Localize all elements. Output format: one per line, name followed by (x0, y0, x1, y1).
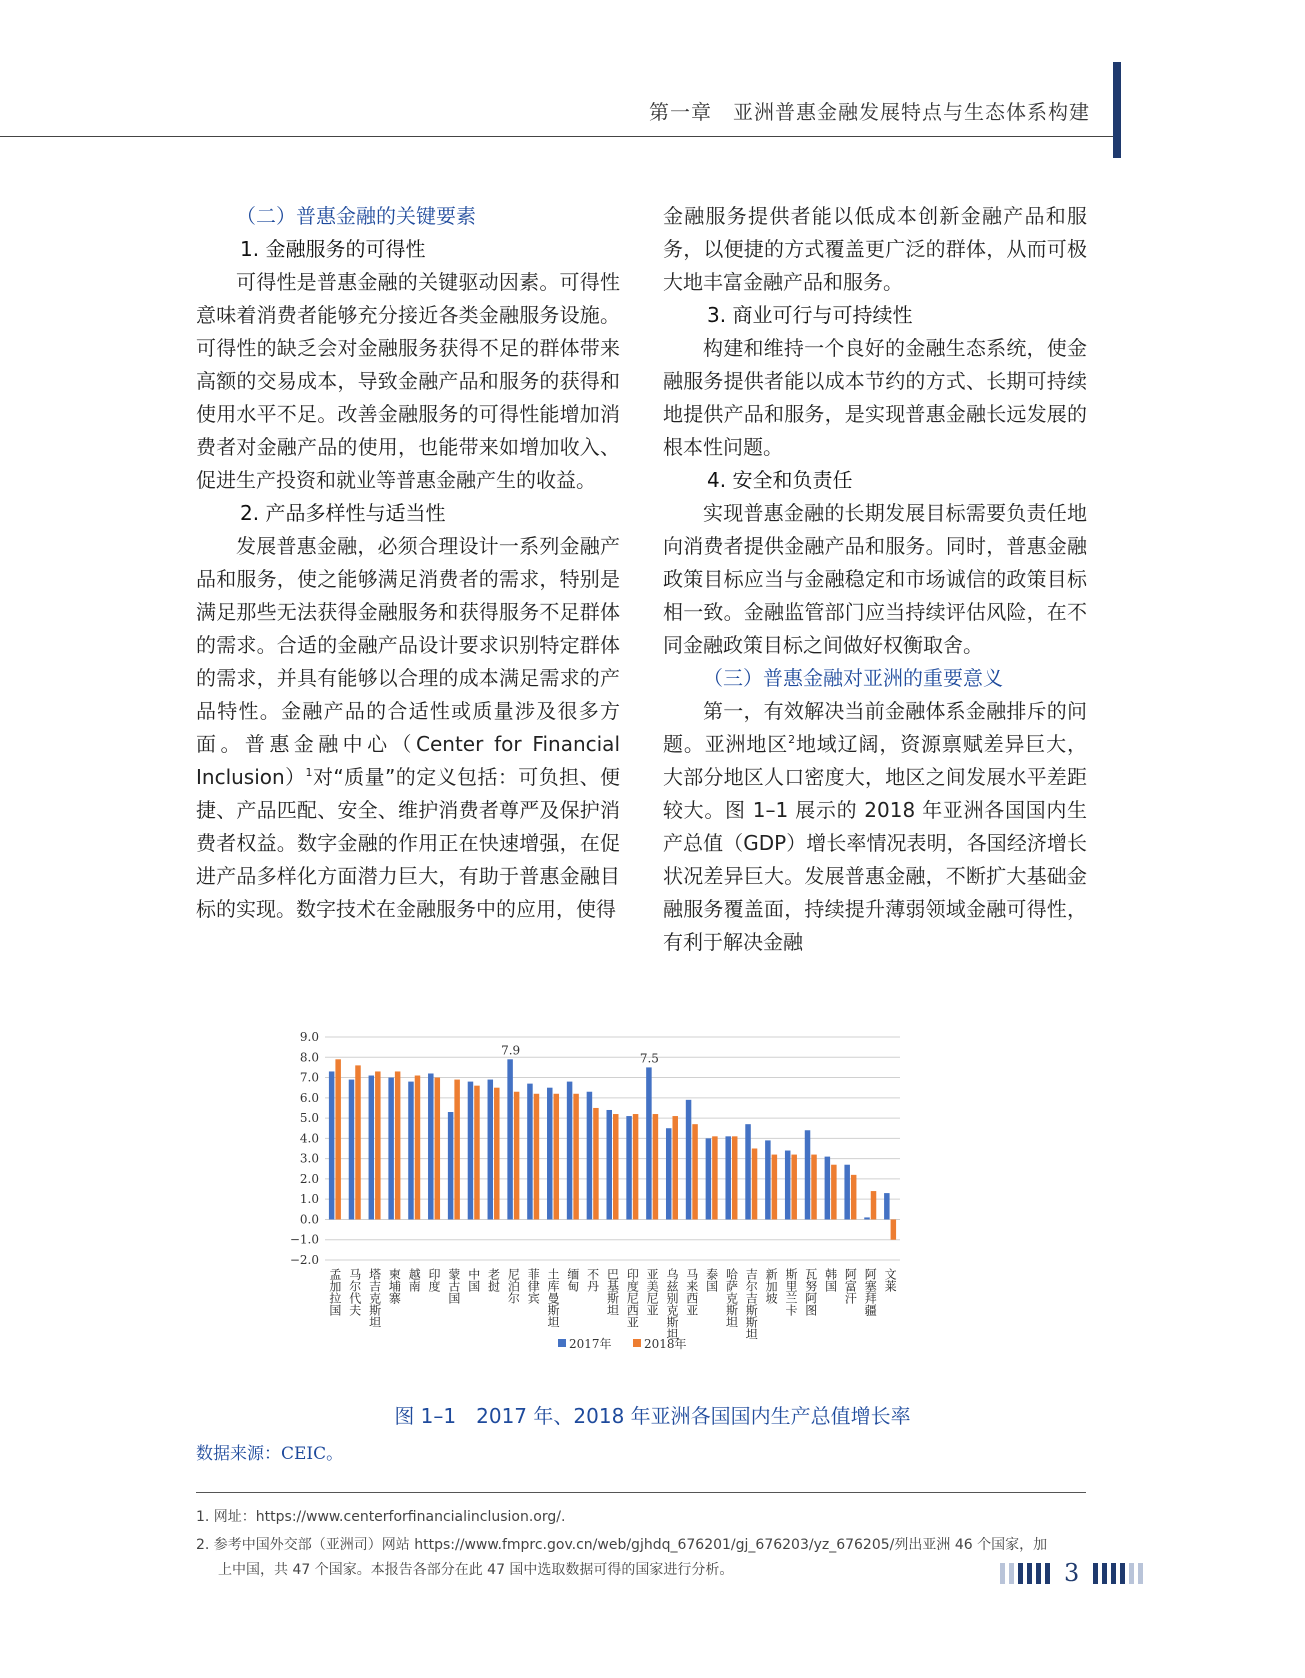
x-category-label: 孟加拉国 (327, 1268, 342, 1316)
bar-2017 (844, 1165, 850, 1220)
x-category-label: 吉尔吉斯斯坦 (744, 1268, 759, 1340)
subheading-product-diversity: 2. 产品多样性与适当性 (240, 501, 446, 525)
bar-2018 (891, 1219, 897, 1239)
legend-label: 2017年 (569, 1337, 612, 1351)
paragraph-product-diversity-part1: 发展普惠金融，必须合理设计一系列金融产品和服务，使之能够满足消费者的需求，特别是满足那些无法获得金融服务和获得服务不足群体的需求。合适的金融产品设计要求识别特定群体的需求，并具有能够以合理的成本满足需求的产品特性。金融产品的合适性或质量涉及很多方面。普惠金融中心（Center for Financial Inclusion） (196, 534, 620, 789)
bar-2018 (593, 1108, 599, 1220)
bar-2018 (732, 1136, 738, 1219)
footnote-rule (196, 1492, 1086, 1493)
bar-2018 (474, 1086, 480, 1220)
x-category-label: 蒙古国 (446, 1268, 461, 1304)
bar-2017 (686, 1100, 692, 1220)
x-category-label: 不丹 (585, 1268, 600, 1292)
x-category-label: 马尔代夫 (347, 1268, 362, 1316)
bar-2017 (448, 1112, 454, 1219)
bar-2017 (805, 1130, 811, 1219)
bar-2018 (335, 1059, 341, 1219)
paragraph-continued: 金融服务提供者能以低成本创新金融产品和服务，以便捷的方式覆盖更广泛的群体，从而可极大地丰富金融产品和服务。 (663, 204, 1087, 294)
footnote-ref-2: 2 (788, 733, 796, 746)
bar-2017 (765, 1140, 771, 1219)
x-category-label: 土库曼斯坦 (546, 1268, 561, 1328)
subheading-availability: 1. 金融服务的可得性 (240, 237, 426, 261)
bar-2017 (646, 1067, 652, 1219)
bar-2018 (514, 1092, 520, 1220)
y-tick-label: 1.0 (299, 1192, 319, 1207)
bar-2018 (871, 1191, 877, 1219)
bar-2017 (884, 1193, 890, 1219)
data-label: 7.5 (639, 1051, 659, 1066)
x-category-label: 泰国 (704, 1268, 719, 1292)
data-label: 7.9 (501, 1043, 521, 1058)
paragraph-importance-part2: 地域辽阔，资源禀赋差异巨大，大部分地区人口密度大，地区之间发展水平差距较大。图 1–1 展示的 2018 年亚洲各国国内生产总值（GDP）增长率情况表明，各国经济增长状况差异巨大。发展普惠金融，不断扩大基础金融服务覆盖面，持续提升薄弱领域金融可得性，有利于解决金融 (663, 732, 1088, 954)
bar-2017 (567, 1082, 573, 1220)
bar-2017 (666, 1128, 672, 1219)
paragraph-importance-part1: 第一，有效解决当前金融体系金融排斥的问题。亚洲地区 (663, 699, 1087, 756)
section-heading-importance: （三）普惠金融对亚洲的重要意义 (703, 666, 1003, 690)
y-tick-label: −2.0 (289, 1253, 319, 1267)
bar-2017 (527, 1084, 533, 1220)
x-category-label: 巴基斯坦 (605, 1268, 620, 1316)
bar-2018 (811, 1155, 817, 1220)
left-column (196, 200, 620, 926)
bar-2018 (435, 1078, 441, 1220)
bar-2018 (534, 1094, 540, 1220)
bar-2017 (547, 1088, 553, 1220)
y-tick-label: 8.0 (299, 1050, 319, 1065)
bar-2017 (706, 1138, 712, 1219)
bar-2018 (494, 1088, 500, 1220)
y-tick-label: 7.0 (299, 1070, 319, 1085)
bar-2018 (554, 1094, 560, 1220)
chapter-header-title: 第一章 亚洲普惠金融发展特点与生态体系构建 (649, 100, 1090, 124)
bar-2017 (587, 1092, 593, 1220)
paragraph-product-diversity-part2: 对“质量”的定义包括：可负担、便捷、产品匹配、安全、维护消费者尊严及保护消费者权益。数字金融的作用正在快速增强，在促进产品多样化方面潜力巨大，有助于普惠金融目标的实现。数字技术在金融服务中的应用，使得 (196, 765, 620, 921)
gdp-growth-bar-chart (289, 1020, 940, 1360)
y-tick-label: 9.0 (299, 1030, 319, 1044)
x-category-label: 新加坡 (764, 1268, 779, 1304)
x-category-label: 文莱 (883, 1268, 898, 1292)
paragraph-importance (663, 695, 1087, 959)
bar-2017 (329, 1071, 335, 1219)
bar-2017 (785, 1151, 791, 1220)
footnote-2: 2. 参考中国外交部（亚洲司）网站 https://www.fmprc.gov.cn/web/gjhdq_676201/gj_676203/yz_676205/列出亚洲 46 个国家，加 (196, 1537, 1048, 1553)
bar-2018 (851, 1175, 857, 1220)
bar-2017 (825, 1157, 831, 1220)
bar-2017 (607, 1110, 613, 1219)
x-category-label: 中国 (466, 1268, 481, 1292)
page-stripes-right (1093, 1563, 1143, 1584)
bar-2018 (395, 1071, 401, 1219)
y-tick-label: 3.0 (299, 1151, 319, 1166)
x-category-label: 缅甸 (565, 1268, 580, 1292)
page-number-block (1000, 1559, 1143, 1587)
subheading-commercial-viability: 3. 商业可行与可持续性 (707, 303, 913, 327)
x-category-label: 印度 (427, 1268, 442, 1292)
section-heading-key-elements: （二）普惠金融的关键要素 (236, 204, 476, 228)
header-rule (0, 136, 1113, 137)
paragraph-product-diversity (196, 530, 620, 926)
bar-2018 (752, 1149, 758, 1220)
y-tick-label: 4.0 (299, 1131, 319, 1146)
bar-2018 (831, 1165, 837, 1220)
x-category-label: 尼泊尔 (506, 1268, 521, 1304)
bar-2017 (864, 1217, 870, 1219)
bar-2017 (349, 1080, 355, 1220)
x-category-label: 韩国 (823, 1268, 838, 1292)
right-column (663, 200, 1087, 959)
footnote-1: 1. 网址：https://www.centerforfinancialinclusion.org/. (196, 1509, 566, 1525)
bar-2017 (388, 1078, 394, 1220)
footnote-2-continued: 上中国，共 47 个国家。本报告各部分在此 47 国中选取数据可得的国家进行分析。 (218, 1562, 734, 1578)
bar-2017 (507, 1059, 513, 1219)
paragraph-commercial-viability: 构建和维持一个良好的金融生态系统，使金融服务提供者能以成本节约的方式、长期可持续地提供产品和服务，是实现普惠金融长远发展的根本性问题。 (663, 336, 1087, 459)
bar-2018 (653, 1114, 659, 1219)
x-category-label: 塔吉克斯坦 (367, 1268, 382, 1328)
bar-2017 (725, 1136, 731, 1219)
x-category-label: 斯里兰卡 (783, 1268, 798, 1316)
subheading-safety-responsibility: 4. 安全和负责任 (707, 468, 853, 492)
bar-2018 (692, 1124, 698, 1219)
x-category-label: 老挝 (486, 1268, 501, 1292)
footnote-ref-1: 1 (305, 766, 313, 779)
bar-2017 (745, 1124, 751, 1219)
y-tick-label: 2.0 (299, 1171, 319, 1186)
figure-caption: 图 1–1 2017 年、2018 年亚洲各国国内生产总值增长率 (394, 1404, 911, 1428)
x-category-label: 阿富汗 (843, 1268, 858, 1304)
legend-swatch (558, 1339, 566, 1347)
bar-2018 (375, 1071, 381, 1219)
y-tick-label: 5.0 (299, 1111, 319, 1126)
bar-2017 (468, 1082, 474, 1220)
x-category-label: 乌兹别克斯坦 (664, 1268, 679, 1340)
bar-2017 (408, 1082, 414, 1220)
x-category-label: 瓦努阿图 (803, 1268, 818, 1316)
x-category-label: 马来西亚 (684, 1268, 699, 1316)
bar-2018 (415, 1076, 421, 1220)
bar-2018 (633, 1114, 639, 1219)
y-tick-label: 6.0 (299, 1090, 319, 1105)
paragraph-availability: 可得性是普惠金融的关键驱动因素。可得性意味着消费者能够充分接近各类金融服务设施。可得性的缺乏会对金融服务获得不足的群体带来高额的交易成本，导致金融产品和服务的获得和使用水平不足。改善金融服务的可得性能增加消费者对金融产品的使用，也能带来如增加收入、促进生产投资和就业等普惠金融产生的收益。 (196, 270, 620, 492)
bar-2018 (573, 1094, 579, 1220)
legend-label: 2018年 (644, 1337, 687, 1351)
bar-2017 (369, 1076, 375, 1220)
bar-2018 (613, 1114, 619, 1219)
x-category-label: 阿塞拜疆 (863, 1268, 878, 1316)
y-tick-label: −1.0 (289, 1232, 319, 1247)
bar-2017 (488, 1080, 494, 1220)
bar-2018 (712, 1136, 718, 1219)
bar-2018 (672, 1116, 678, 1219)
bar-2018 (454, 1080, 460, 1220)
bar-2017 (626, 1116, 632, 1219)
bar-2018 (355, 1065, 361, 1219)
bar-2018 (791, 1155, 797, 1220)
y-tick-label: 0.0 (299, 1212, 319, 1227)
legend-swatch (633, 1339, 641, 1347)
x-category-label: 柬埔寨 (387, 1268, 402, 1304)
bar-2018 (772, 1155, 778, 1220)
figure-source: 数据来源：CEIC。 (196, 1444, 344, 1464)
paragraph-safety-responsibility: 实现普惠金融的长期发展目标需要负责任地向消费者提供金融产品和服务。同时，普惠金融政策目标应当与金融稳定和市场诚信的政策目标相一致。金融监管部门应当持续评估风险，在不同金融政策目标之间做好权衡取舍。 (663, 501, 1087, 657)
page-number: 3 (1064, 1559, 1080, 1587)
page-stripes-left (1000, 1563, 1050, 1584)
x-category-label: 越南 (407, 1268, 422, 1292)
header-accent-bar (1113, 62, 1121, 158)
bar-2017 (428, 1073, 434, 1219)
x-category-label: 哈萨克斯坦 (724, 1268, 739, 1328)
x-category-label: 菲律宾 (526, 1268, 541, 1304)
x-category-label: 印度尼西亚 (625, 1268, 640, 1328)
x-category-label: 亚美尼亚 (645, 1268, 660, 1316)
